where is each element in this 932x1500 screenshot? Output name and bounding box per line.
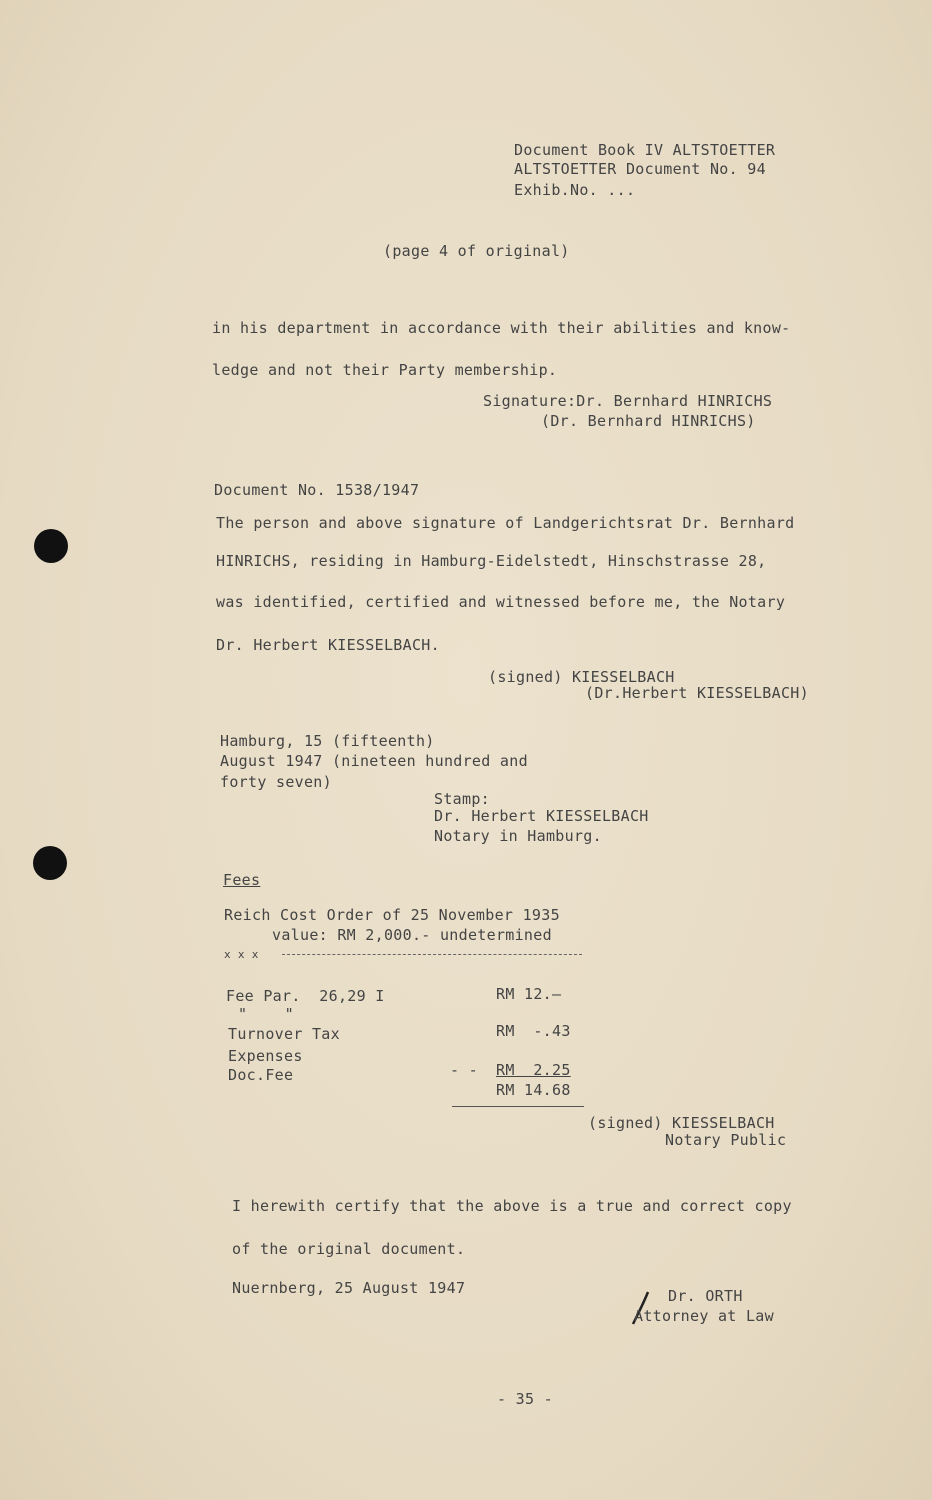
para2-line-4: Dr. Herbert KIESSELBACH.: [216, 636, 440, 654]
fee-row-amount: RM 12.—: [496, 985, 562, 1003]
header-line-1: Document Book IV ALTSTOETTER: [514, 141, 776, 159]
page-note: (page 4 of original): [383, 242, 570, 260]
signature1-line-1: Signature:Dr. Bernhard HINRICHS: [483, 392, 773, 410]
punch-hole-top: [34, 529, 68, 563]
final-place-date: Nuernberg, 25 August 1947: [232, 1279, 466, 1297]
document-number: Document No. 1538/1947: [214, 481, 420, 499]
fee-row-label: " ": [238, 1005, 294, 1023]
fee-row-amount: RM -.43: [496, 1022, 571, 1040]
signed2-line-1: (signed) KIESSELBACH: [588, 1114, 775, 1132]
place-date-line-1: Hamburg, 15 (fifteenth): [220, 732, 435, 750]
fee-row-label: Turnover Tax: [228, 1025, 340, 1043]
fees-order-line-2: value: RM 2,000.- undetermined: [272, 926, 552, 944]
place-date-line-2: August 1947 (nineteen hundred and: [220, 752, 528, 770]
fees-dashed-rule: [282, 954, 582, 955]
fees-total: RM 14.68: [496, 1081, 571, 1099]
signed1-line-2: (Dr.Herbert KIESSELBACH): [585, 684, 809, 702]
stamp-line-3: Notary in Hamburg.: [434, 827, 602, 845]
fee-row-amount: RM 2.25: [496, 1061, 571, 1079]
para2-line-3: was identified, certified and witnessed before me, the Notary: [216, 593, 786, 611]
fees-total-rule: [452, 1106, 584, 1107]
certify-line-2: of the original document.: [232, 1240, 466, 1258]
attorney-line-2: Attorney at Law: [634, 1307, 774, 1325]
punch-hole-bottom: [33, 846, 67, 880]
para1-line-1: in his department in accordance with their abilities and know-: [212, 319, 791, 337]
fees-dash-prefix: - -: [450, 1061, 478, 1079]
header-line-2: ALTSTOETTER Document No. 94: [514, 160, 766, 178]
fees-heading: Fees: [223, 871, 261, 889]
page-number: - 35 -: [497, 1390, 553, 1408]
header-line-3: Exhib.No. ...: [514, 181, 636, 199]
para2-line-1: The person and above signature of Landgerichtsrat Dr. Bernhard: [216, 514, 795, 532]
signature1-line-2: (Dr. Bernhard HINRICHS): [541, 412, 756, 430]
stamp-line-2: Dr. Herbert KIESSELBACH: [434, 807, 649, 825]
certify-line-1: I herewith certify that the above is a true and correct copy: [232, 1197, 792, 1215]
signed2-line-2: Notary Public: [665, 1131, 787, 1149]
fee-row-label: Fee Par. 26,29 I: [226, 987, 385, 1005]
place-date-line-3: forty seven): [220, 773, 332, 791]
attorney-line-1: Dr. ORTH: [668, 1287, 743, 1305]
fees-marks: x x x: [224, 948, 259, 961]
para2-line-2: HINRICHS, residing in Hamburg-Eidelstedt, Hinschstrasse 28,: [216, 552, 767, 570]
stamp-line-1: Stamp:: [434, 790, 490, 808]
fees-order-line-1: Reich Cost Order of 25 November 1935: [224, 906, 560, 924]
fee-row-label: Doc.Fee: [228, 1066, 294, 1084]
signed1-line-1: (signed) KIESSELBACH: [488, 668, 675, 686]
para1-line-2: ledge and not their Party membership.: [212, 361, 558, 379]
fee-row-label: Expenses: [228, 1047, 303, 1065]
